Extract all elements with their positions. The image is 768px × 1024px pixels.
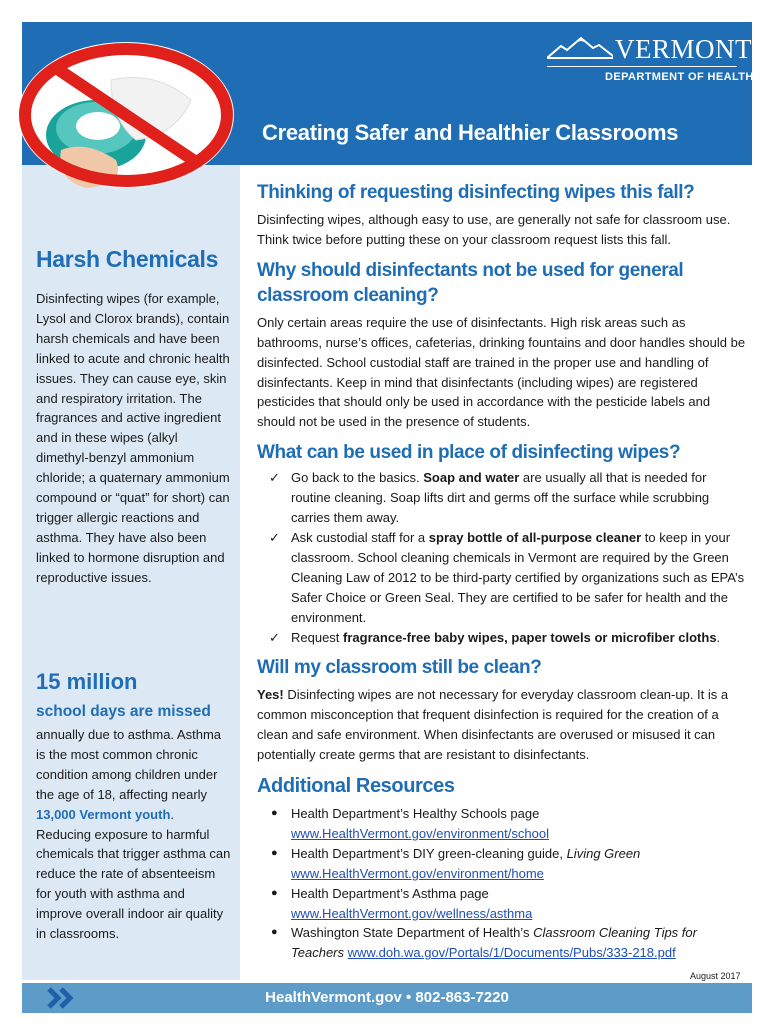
- stat-caption: school days are missed: [36, 703, 211, 720]
- no-wipes-image: [16, 40, 236, 190]
- bullet-icon: ●: [271, 807, 278, 820]
- footer-contact[interactable]: HealthVermont.gov • 802-863-7220: [265, 989, 509, 1006]
- section-heading-clean: Will my classroom still be clean?: [257, 657, 542, 679]
- list-item: [257, 804, 747, 844]
- stat-body-part-1: annually due to asthma. Asthma is the most common chronic condition among children under the age of 18, affecting nearly: [36, 727, 222, 802]
- wa-doh-link[interactable]: www.doh.wa.gov/Portals/1/Documents/Pubs/333-218.pdf: [347, 945, 676, 961]
- list-item: [257, 923, 747, 963]
- main-content: [257, 180, 747, 963]
- check-icon: ✓: [269, 629, 280, 645]
- sidebar-body: Disinfecting wipes (for example, Lysol and Clorox brands), contain harsh chemicals and have been linked to acute and chronic health issues. They can cause eye, skin and respiratory irritation. The fragrances and active ingredient and in these wipes (alkyl dimethyl-benzyl ammonium chloride; a quaternary ammonium compound or “quat” for short) can trigger allergic reactions and asthma. They have also been linked to hormone disruption and reproductive issues.: [36, 291, 230, 585]
- resource-text: Washington State Department of Health’s: [291, 925, 534, 941]
- stat-body-part-2: . Reducing exposure to harmful chemicals that trigger asthma can reduce the rate of absenteeism for youth with asthma and improve overall indoor air quality in classrooms.: [36, 806, 231, 942]
- section-heading-alternatives: What can be used in place of disinfecting wipes?: [257, 442, 681, 464]
- logo-divider: [547, 66, 737, 67]
- check-icon: ✓: [269, 470, 280, 486]
- stat-body: [36, 725, 232, 944]
- list-item: [257, 844, 747, 884]
- resource-italic: Living Green: [566, 845, 641, 861]
- footer-band: [22, 983, 752, 1013]
- list-item: [257, 468, 747, 528]
- list-item: [257, 528, 747, 628]
- sidebar-heading: Harsh Chemicals: [36, 246, 219, 272]
- logo-department: DEPARTMENT OF HEALTH: [605, 71, 754, 83]
- section-heading-why: Why should disinfectants not be used for general classroom cleaning?: [257, 259, 684, 306]
- item-text: Request: [291, 629, 344, 645]
- resource-text: Health Department’s Healthy Schools page: [291, 806, 540, 822]
- bullet-icon: ●: [271, 886, 278, 899]
- stat-value: 15 million: [36, 669, 138, 694]
- healthy-schools-link[interactable]: www.HealthVermont.gov/environment/school: [291, 825, 549, 841]
- vermont-health-logo[interactable]: [545, 32, 754, 87]
- yes-label: Yes!: [257, 687, 284, 703]
- item-text: Go back to the basics.: [291, 470, 424, 486]
- bullet-icon: ●: [271, 846, 278, 859]
- asthma-link[interactable]: www.HealthVermont.gov/wellness/asthma: [291, 905, 533, 921]
- publication-date: August 2017: [690, 971, 741, 981]
- logo-name: VERMONT: [615, 34, 752, 64]
- list-item: [257, 884, 747, 924]
- page-title: Creating Safer and Healthier Classrooms: [262, 120, 679, 145]
- resource-italic: Classroom Cleaning Tips for Teachers: [291, 925, 697, 961]
- section-body-why: Only certain areas require the use of disinfectants. High risk areas such as bathrooms, nurse’s offices, cafeterias, drinking fountains and door handles should be disinfected. School custodial staff are trained in the proper use and handling of disinfectants. Keep in mind that disinfectants (including wipes) are registered pesticides that should only be used in accordance with the pesticide labels and should not be used in the presence of students.: [257, 314, 746, 430]
- item-bold: Soap and water: [423, 470, 520, 486]
- section-body-requesting: Disinfecting wipes, although easy to use, are generally not safe for classroom use. Think twice before putting these on your classroom request lists this fall.: [257, 212, 731, 247]
- list-item: [257, 628, 747, 648]
- section-heading-requesting: Thinking of requesting disinfecting wipes this fall?: [257, 182, 695, 203]
- resource-text: Health Department’s DIY green-cleaning guide,: [291, 845, 567, 861]
- item-bold: spray bottle of all-purpose cleaner: [428, 529, 642, 545]
- stat-highlight: 13,000 Vermont youth: [36, 806, 171, 822]
- resources-list: [257, 804, 747, 963]
- alternatives-list: [257, 468, 747, 647]
- section-body-clean: [257, 685, 747, 765]
- living-green-link[interactable]: www.HealthVermont.gov/environment/home: [291, 865, 544, 881]
- item-text: Ask custodial staff for a: [291, 529, 429, 545]
- check-icon: ✓: [269, 529, 280, 545]
- bullet-icon: ●: [271, 926, 278, 939]
- item-text: .: [716, 629, 721, 645]
- item-text: to keep in your classroom. School cleaning chemicals in Vermont are required by the Green Cleaning Law of 2012 to be third-party certified by organizations such as EPA’s Safer Choice or Green Seal. They are certified to be safer for health and the environment.: [291, 529, 745, 625]
- item-bold: fragrance-free baby wipes, paper towels or microfiber cloths: [343, 629, 717, 645]
- section-heading-resources: Additional Resources: [257, 775, 455, 798]
- item-text: are usually all that is needed for routine cleaning. Soap lifts dirt and germs off the surface while scrubbing carries them away.: [291, 470, 710, 526]
- resource-text: Health Department’s Asthma page: [291, 885, 489, 901]
- clean-text: Disinfecting wipes are not necessary for everyday classroom clean-up. It is a common misconception that frequent disinfection is required for the creation of a clean and safe environment. When disinfectants are overused or misused it can potentially create germs that are resistant to disinfectants.: [257, 687, 729, 763]
- mountain-icon: [547, 36, 613, 60]
